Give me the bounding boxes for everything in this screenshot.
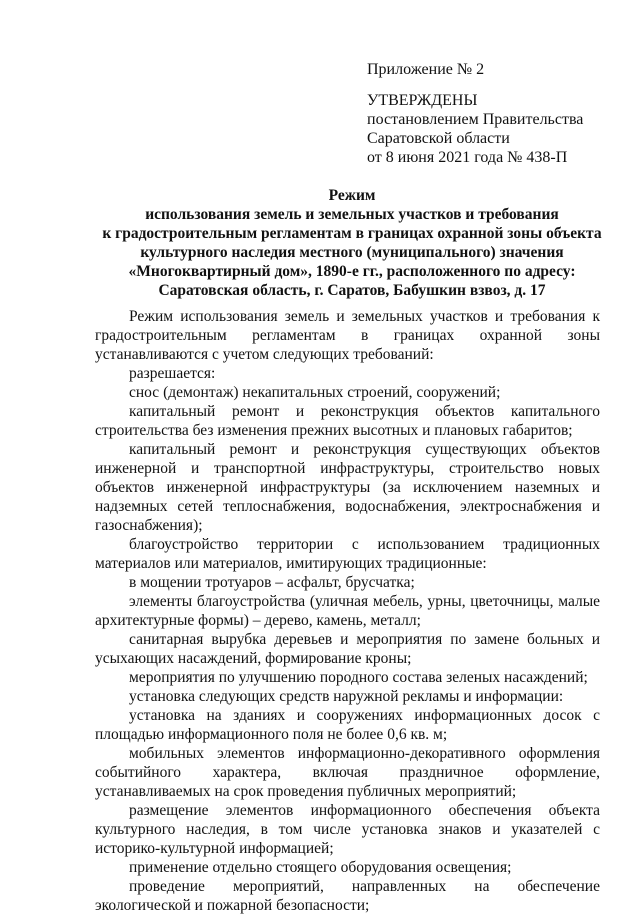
paragraph-allowed: разрешается: xyxy=(129,365,216,382)
title-line-6: Саратовская область, г. Саратов, Бабушкин взвоз, д. 17 xyxy=(158,282,546,299)
approved-heading: УТВЕРЖДЕНЫ xyxy=(367,92,478,109)
title-line-1: Режим xyxy=(328,187,376,204)
paragraph-item: капитальный ремонт и реконструкция объектов капитального строительства без изменения прежних высотных и плановых габаритов; xyxy=(95,403,600,439)
paragraph-item: капитальный ремонт и реконструкция существующих объектов инженерной и транспортной инфраструктуры, строительство новых объектов инженерной инфраструктуры (за исключением наземных и надземных сетей теплоснабжения, водоснабжения, электроснабжения и газоснабжения); xyxy=(95,441,600,534)
paragraph-item: установка следующих средств наружной рекламы и информации: xyxy=(129,688,564,705)
paragraph-item: снос (демонтаж) некапитальных строений, сооружений; xyxy=(129,384,501,401)
paragraph-item: благоустройство территории с использованием традиционных материалов или материалов, имитирующих традиционные: xyxy=(95,536,600,572)
approval-block xyxy=(367,60,627,167)
appendix-number: Приложение № 2 xyxy=(367,61,485,78)
document-title xyxy=(92,186,612,300)
approval-line-2: Саратовской области xyxy=(367,130,510,147)
paragraph-item: санитарная вырубка деревьев и мероприятия по замене больных и усыхающих насаждений, формирование кроны; xyxy=(95,631,600,667)
title-line-5: «Многоквартирный дом», 1890-е гг., расположенного по адресу: xyxy=(128,263,576,280)
title-line-2: использования земель и земельных участков и требования xyxy=(145,206,559,223)
paragraph-item: проведение мероприятий, направленных на обеспечение экологической и пожарной безопасности; xyxy=(95,878,600,914)
paragraph-item: элементы благоустройства (уличная мебель, урны, цветочницы, малые архитектурные формы) – дерево, камень, металл; xyxy=(95,593,600,629)
title-line-3: к градостроительным регламентам в границах охранной зоны объекта xyxy=(102,225,602,242)
paragraph-item: в мощении тротуаров – асфальт, брусчатка; xyxy=(129,574,415,591)
paragraph-item: размещение элементов информационного обеспечения объекта культурного наследия, в том числе установка знаков и указателей с историко-культурной информацией; xyxy=(95,802,600,857)
title-line-4: культурного наследия местного (муниципального) значения xyxy=(140,244,564,261)
paragraph-item: установка на зданиях и сооружениях информационных досок с площадью информационного поля не более 0,6 кв. м; xyxy=(95,707,600,743)
approval-line-1: постановлением Правительства xyxy=(367,111,584,128)
paragraph-item: применение отдельно стоящего оборудования освещения; xyxy=(129,859,512,876)
approval-line-3: от 8 июня 2021 года № 438-П xyxy=(367,149,568,166)
paragraph-intro: Режим использования земель и земельных участков и требования к градостроительным регламентам в границах охранной зоны устанавливаются с учетом следующих требований: xyxy=(95,308,600,363)
paragraph-item: мобильных элементов информационно-декоративного оформления событийного характера, включая праздничное оформление, устанавливаемых на срок проведения публичных мероприятий; xyxy=(95,745,600,800)
document-body xyxy=(95,307,600,915)
paragraph-item: мероприятия по улучшению породного состава зеленых насаждений; xyxy=(129,669,588,686)
